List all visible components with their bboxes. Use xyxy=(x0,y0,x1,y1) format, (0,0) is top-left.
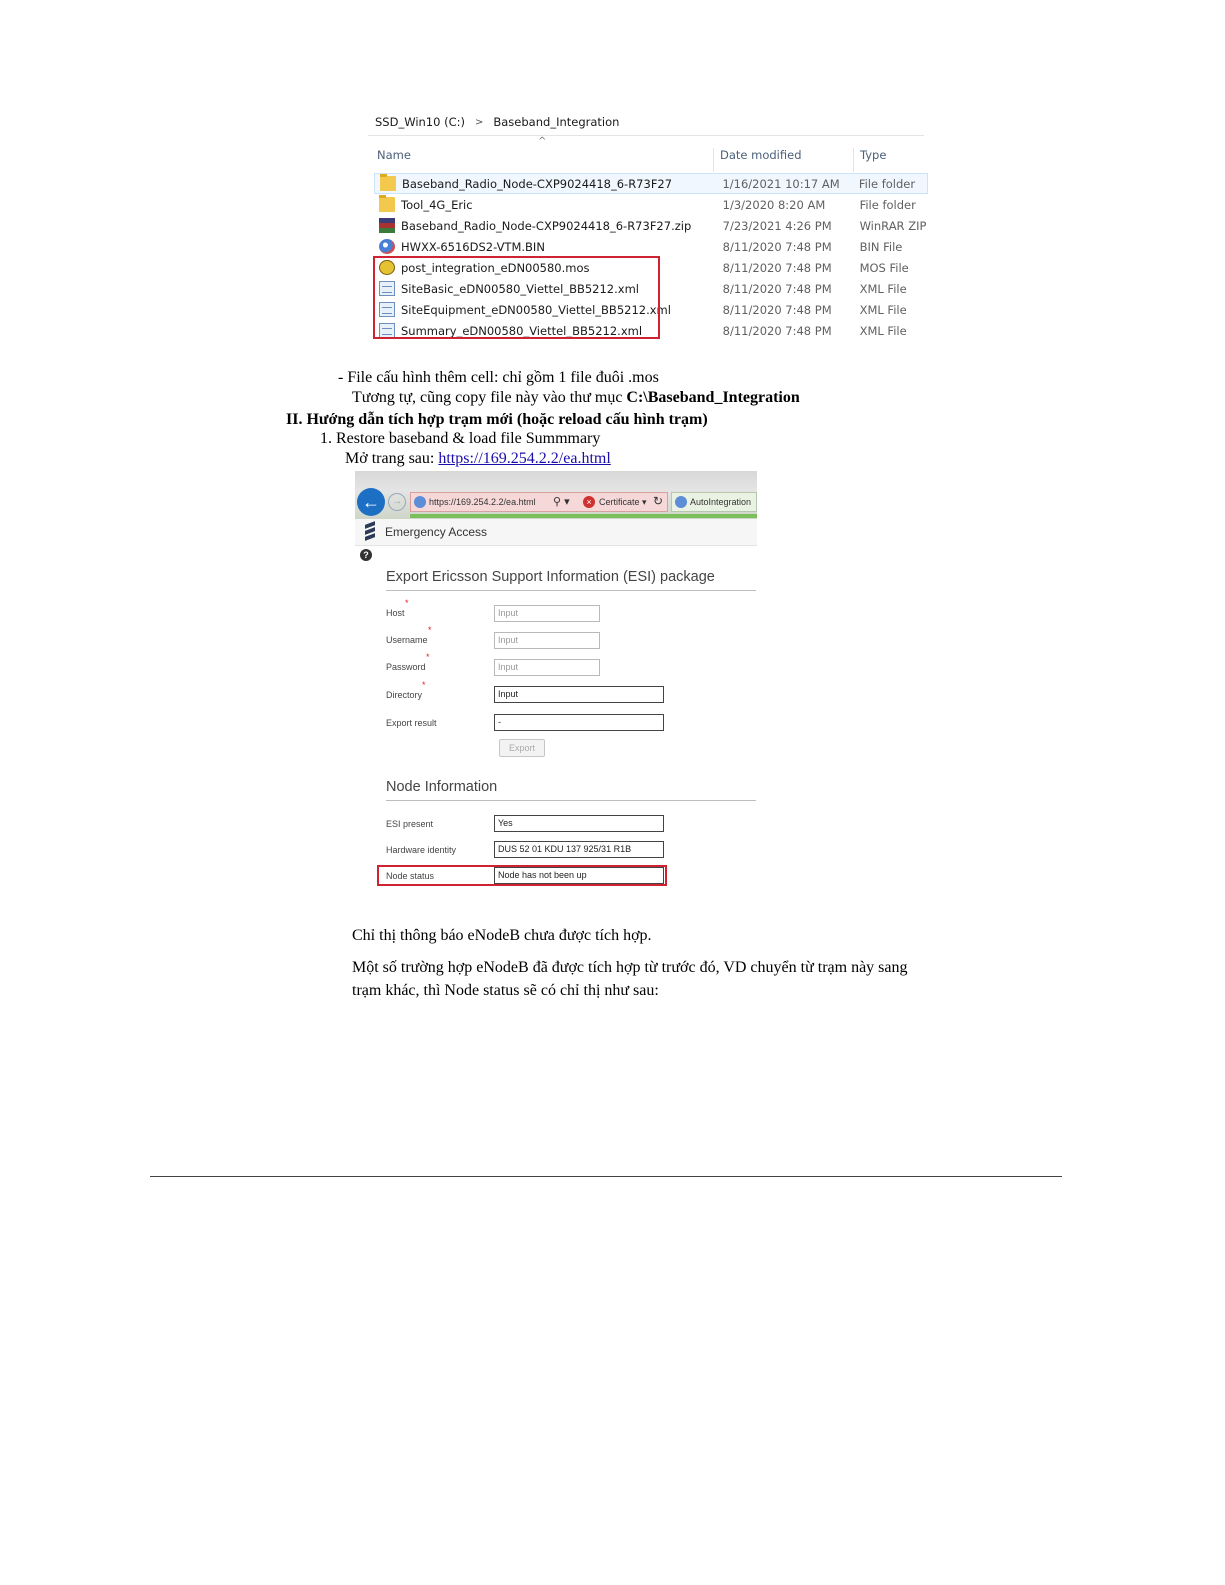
file-type: XML File xyxy=(859,323,907,338)
winrar-icon xyxy=(379,218,395,233)
directory-label: Directory xyxy=(386,690,423,700)
help-icon[interactable]: ? xyxy=(360,549,372,561)
step-heading: 1. Restore baseband & load file Summmary xyxy=(320,430,601,447)
node-status-value: Node has not been up xyxy=(494,867,664,884)
file-type: File folder xyxy=(859,197,916,212)
file-row[interactable] xyxy=(374,194,928,215)
breadcrumb xyxy=(375,115,619,129)
file-name: SiteBasic_eDN00580_Viettel_BB5212.xml xyxy=(401,281,639,296)
password-label: Password xyxy=(386,662,426,672)
doc-para-1: Chỉ thị thông báo eNodeB chưa được tích hợp. xyxy=(352,927,652,944)
tab-title: AutoIntegration xyxy=(690,497,752,507)
file-type: WinRAR ZIP xyxy=(859,218,927,233)
divider xyxy=(386,800,756,801)
open-page-line xyxy=(345,450,611,468)
esi-section-title: Export Ericsson Support Information (ESI) package xyxy=(386,569,715,585)
export-result-field: - xyxy=(494,714,664,731)
file-type: XML File xyxy=(859,281,907,296)
file-row[interactable] xyxy=(374,215,928,236)
address-url: https://169.254.2.2/ea.html xyxy=(429,497,536,507)
node-section-title: Node Information xyxy=(386,779,498,795)
file-type: MOS File xyxy=(859,260,909,275)
file-name: Summary_eDN00580_Viettel_BB5212.xml xyxy=(401,323,643,338)
file-date: 8/11/2020 7:48 PM xyxy=(722,239,832,254)
doc-line-copy-text: Tương tự, cũng copy file này vào thư mục xyxy=(352,389,627,406)
host-label: Host xyxy=(386,608,405,618)
browser-tab[interactable] xyxy=(671,492,757,512)
hardware-identity-label: Hardware identity xyxy=(386,845,457,855)
tab-accent-bar xyxy=(410,514,757,518)
address-bar[interactable] xyxy=(410,492,668,512)
file-date: 8/11/2020 7:48 PM xyxy=(722,281,832,296)
username-label: Username xyxy=(386,635,428,645)
folder-icon xyxy=(380,176,396,191)
file-date: 8/11/2020 7:48 PM xyxy=(722,260,832,275)
file-name: HWXX-6516DS2-VTM.BIN xyxy=(401,239,545,254)
column-header-name[interactable]: Name xyxy=(377,148,411,162)
directory-input[interactable]: Input xyxy=(494,686,664,703)
file-type: File folder xyxy=(858,176,916,191)
file-date: 8/11/2020 7:48 PM xyxy=(722,302,832,317)
ie-icon xyxy=(414,496,426,508)
back-arrow-icon[interactable]: ← xyxy=(357,488,385,516)
column-headers xyxy=(366,142,934,172)
column-header-date[interactable]: Date modified xyxy=(713,148,853,172)
file-date: 1/3/2020 8:20 AM xyxy=(722,197,826,212)
doc-line-copy xyxy=(352,389,800,407)
divider xyxy=(386,590,756,591)
export-result-label: Export result xyxy=(386,718,437,728)
refresh-icon[interactable]: ↻ xyxy=(653,494,664,508)
page-footer-rule xyxy=(150,1176,1062,1177)
file-type: BIN File xyxy=(859,239,903,254)
certificate-error-icon: × xyxy=(583,496,595,508)
ericsson-logo-icon xyxy=(365,523,375,541)
export-button[interactable]: Export xyxy=(499,739,545,757)
breadcrumb-folder[interactable]: Baseband_Integration xyxy=(493,115,620,129)
host-input[interactable]: Input xyxy=(494,605,600,622)
required-mark: * xyxy=(426,652,430,662)
required-mark: * xyxy=(422,680,426,690)
forward-arrow-icon[interactable]: → xyxy=(388,493,406,511)
file-date: 8/11/2020 7:48 PM xyxy=(722,323,832,338)
section-heading: II. Hướng dẫn tích hợp trạm mới (hoặc reload cấu hình trạm) xyxy=(286,411,708,428)
open-page-text: Mở trang sau: xyxy=(345,450,439,467)
file-date: 1/16/2021 10:17 AM xyxy=(722,176,840,191)
browser-screenshot xyxy=(355,471,757,891)
username-input[interactable]: Input xyxy=(494,632,600,649)
file-name: Tool_4G_Eric xyxy=(401,197,473,212)
doc-line-mos: - File cấu hình thêm cell: chỉ gồm 1 file đuôi .mos xyxy=(338,369,659,386)
file-type: XML File xyxy=(859,302,907,317)
page-title: Emergency Access xyxy=(385,525,488,539)
file-name: post_integration_eDN00580.mos xyxy=(401,260,590,275)
password-input[interactable]: Input xyxy=(494,659,600,676)
file-name: Baseband_Radio_Node-CXP9024418_6-R73F27.zip xyxy=(401,218,692,233)
ea-link[interactable]: https://169.254.2.2/ea.html xyxy=(438,450,611,467)
hardware-identity-value: DUS 52 01 KDU 137 925/31 R1B xyxy=(494,841,664,858)
divider xyxy=(368,135,924,136)
file-row[interactable] xyxy=(374,236,928,257)
highlight-box xyxy=(373,256,660,339)
doc-path: C:\Baseband_Integration xyxy=(626,389,800,406)
column-header-type[interactable]: Type xyxy=(853,148,934,172)
chevron-right-icon: > xyxy=(474,116,484,128)
doc-para-2-line-1: Một số trường hợp eNodeB đã được tích hợp từ trước đó, VD chuyển từ trạm này sang xyxy=(352,959,908,976)
tab-favicon-icon xyxy=(675,496,687,508)
esi-present-value: Yes xyxy=(494,815,664,832)
search-icon[interactable]: ⚲ ▾ xyxy=(553,496,570,508)
highlight-box xyxy=(377,865,667,886)
file-date: 7/23/2021 4:26 PM xyxy=(722,218,832,233)
file-name: Baseband_Radio_Node-CXP9024418_6-R73F27 xyxy=(402,176,673,191)
required-mark: * xyxy=(405,598,409,608)
file-row[interactable] xyxy=(374,173,928,194)
bin-file-icon xyxy=(379,239,395,254)
node-status-label: Node status xyxy=(386,871,435,881)
certificate-label[interactable]: Certificate ▾ xyxy=(599,497,647,507)
sort-caret-icon: ^ xyxy=(538,136,547,147)
doc-para-2-line-2: trạm khác, thì Node status sẽ có chỉ thị như sau: xyxy=(352,982,659,999)
folder-icon xyxy=(379,197,395,212)
app-header xyxy=(355,519,757,546)
required-mark: * xyxy=(428,625,432,635)
browser-toolbar xyxy=(355,471,757,519)
breadcrumb-drive[interactable]: SSD_Win10 (C:) xyxy=(375,115,465,129)
file-name: SiteEquipment_eDN00580_Viettel_BB5212.xml xyxy=(401,302,671,317)
esi-present-label: ESI present xyxy=(386,819,434,829)
